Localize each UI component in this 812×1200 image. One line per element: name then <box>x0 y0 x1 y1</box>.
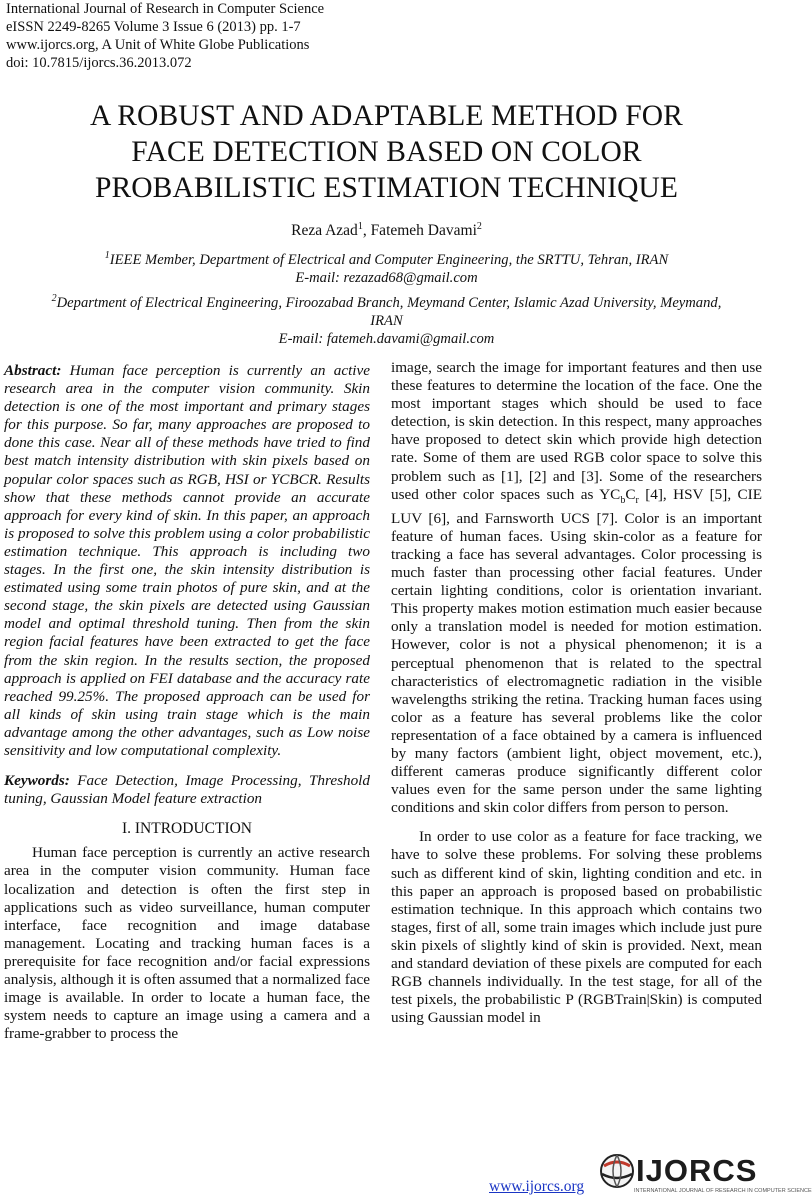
footer-website-link[interactable]: www.ijorcs.org <box>489 1178 585 1195</box>
intro-text-part-b: [4], HSV [5], CIE LUV [6], and Farnsworth UCS [7]. Color is an important feature of human faces. Using skin-color as a feature for tracking a face has several advantages. Color processing is much faster than processing other facial features. Under certain lighting conditions, color is orientation invariant. This property makes motion estimation much easier because only a translation model is needed for motion estimation. However, color is not a physical phenomenon; it is a perceptual phenomenon that is related to the spectral characteristics of electromagnetic radiation in the visible wavelengths striking the retina. Tracking human faces using color as a feature has several problems like the color representation of a face obtained by a camera is influenced by many factors (ambient light, object movement, etc.), different cameras produce significantly different color values even for the same person under the same lighting conditions and skin color differs from person to person. <box>391 485 762 817</box>
left-column <box>4 362 370 1043</box>
affiliation-2-mark: 2 <box>51 293 57 304</box>
affiliation-1-mark: 1 <box>104 250 110 261</box>
intro-text-part-a: image, search the image for important features and then use these features to determine the location of the face. One the most important stages which should be used to face detection, is skin detection. In this respect, many approaches have proposed to detect skin which provide high detection rate. Some of them are used RGB color space to solve this problem such as [1], [2] and [3]. Some of the researchers used other color spaces such as YC <box>391 359 762 503</box>
affiliation-1-text: IEEE Member, Department of Electrical and Computer Engineering, the SRTTU, Tehran, IRAN <box>109 251 669 268</box>
paper-title <box>20 98 753 206</box>
affiliation-1 <box>0 247 773 287</box>
author-1: Reza Azad <box>291 222 358 240</box>
author-2-mark: 2 <box>476 221 482 232</box>
affiliation-2-text: Department of Electrical Engineering, Firoozabad Branch, Meymand Center, Islamic Azad University, Meymand, <box>56 294 722 311</box>
logo-text: IJORCS <box>636 1153 758 1188</box>
ycbcr-sub-b: b <box>620 494 626 506</box>
intro-paragraph-2: In order to use color as a feature for face tracking, we have to solve these problems. For solving these problems such as different kind of skin, lighting condition and etc. in this paper an approach is proposed based on probabilistic estimation technique. In this approach which contains two stages, first of all, some train images which include just pure skin pixels of slightly kind of skin is provided. Next, mean and standard deviation of these pixels are computed for each RGB channels individually. In the test stage, for all of the test pixels, the probabilistic P (RGBTrain|Skin) is computed using Gaussian model in <box>391 828 762 1027</box>
abstract-label: Abstract: <box>4 362 62 379</box>
title-line-3: PROBABILISTIC ESTIMATION TECHNIQUE <box>94 172 678 204</box>
author-separator: , <box>362 222 371 240</box>
affiliation-2-country: IRAN <box>370 312 403 329</box>
abstract <box>4 362 370 760</box>
author-1-mark: 1 <box>357 221 363 232</box>
affiliation-2 <box>0 290 773 348</box>
journal-logo <box>596 1148 812 1198</box>
logo-subtitle: INTERNATIONAL JOURNAL OF RESEARCH IN COMPUTER SCIENCE <box>634 1188 812 1194</box>
affiliation-1-email: E-mail: rezazad68@gmail.com <box>295 269 478 286</box>
right-column <box>391 359 762 1027</box>
intro-paragraph-1: Human face perception is currently an active research area in the computer vision community. Human face localization and detection is often the first step in applications such as video surveillance, human computer interface, face recognition and image database management. Locating and tracking human faces is a prerequisite for face recognition and/or facial expressions analysis, although it is often assumed that a normalized face image is available. In order to locate a human face, the system needs to capture an image using a camera and a frame-grabber to process the <box>4 844 370 1043</box>
abstract-text: Human face perception is currently an active research area in the computer vision community. Skin detection is one of the most important and primary stages for this purpose. So far, many approaches are proposed to done this case. Near all of these methods have tried to find best match intensity distribution with skin pixels based on popular color spaces such as RGB, HSI or YCBCR. Results show that these methods cannot provide an accurate approach for every kind of skin. In this paper, an approach is proposed to solve this problem using a color probabilistic estimation technique. This approach is including two stages. In the first one, the skin intensity distribution is estimated using some train photos of pure skin, and at the second stage, the skin pixels are detected using Gaussian model and optimal threshold tuning. Then from the skin region facial features have been extracted to get the face from the skin region. In the results section, the proposed approach is applied on FEI database and the accuracy rate reached 99.25%. The proposed approach can be used for all kinds of skin using train stage which is the main advantage among the other advantages, such as Low noise sensitivity and low computational complexity. <box>4 362 370 759</box>
keywords-label: Keywords: <box>4 772 70 790</box>
journal-website: www.ijorcs.org, A Unit of White Globe Publications <box>6 37 310 53</box>
ycbcr-c: C <box>625 485 636 503</box>
author-list <box>0 221 773 240</box>
title-line-1: A ROBUST AND ADAPTABLE METHOD FOR <box>90 100 683 132</box>
journal-header <box>6 0 324 72</box>
affiliation-2-email: E-mail: fatemeh.davami@gmail.com <box>278 330 495 347</box>
keywords <box>4 772 370 808</box>
journal-name: International Journal of Research in Computer Science <box>6 1 325 17</box>
globe-icon <box>598 1152 636 1190</box>
intro-paragraph-continued <box>391 359 762 817</box>
section-heading-introduction: I. INTRODUCTION <box>121 820 252 838</box>
keywords-text: Face Detection, Image Processing, Threshold tuning, Gaussian Model feature extraction <box>4 772 370 808</box>
author-2: Fatemeh Davami <box>370 222 477 240</box>
title-line-2: FACE DETECTION BASED ON COLOR <box>131 136 642 168</box>
journal-issn: eISSN 2249-8265 Volume 3 Issue 6 (2013) pp. 1-7 <box>6 19 301 35</box>
ycbcr-sub-r: r <box>635 494 639 506</box>
journal-doi: doi: 10.7815/ijorcs.36.2013.072 <box>6 55 192 71</box>
